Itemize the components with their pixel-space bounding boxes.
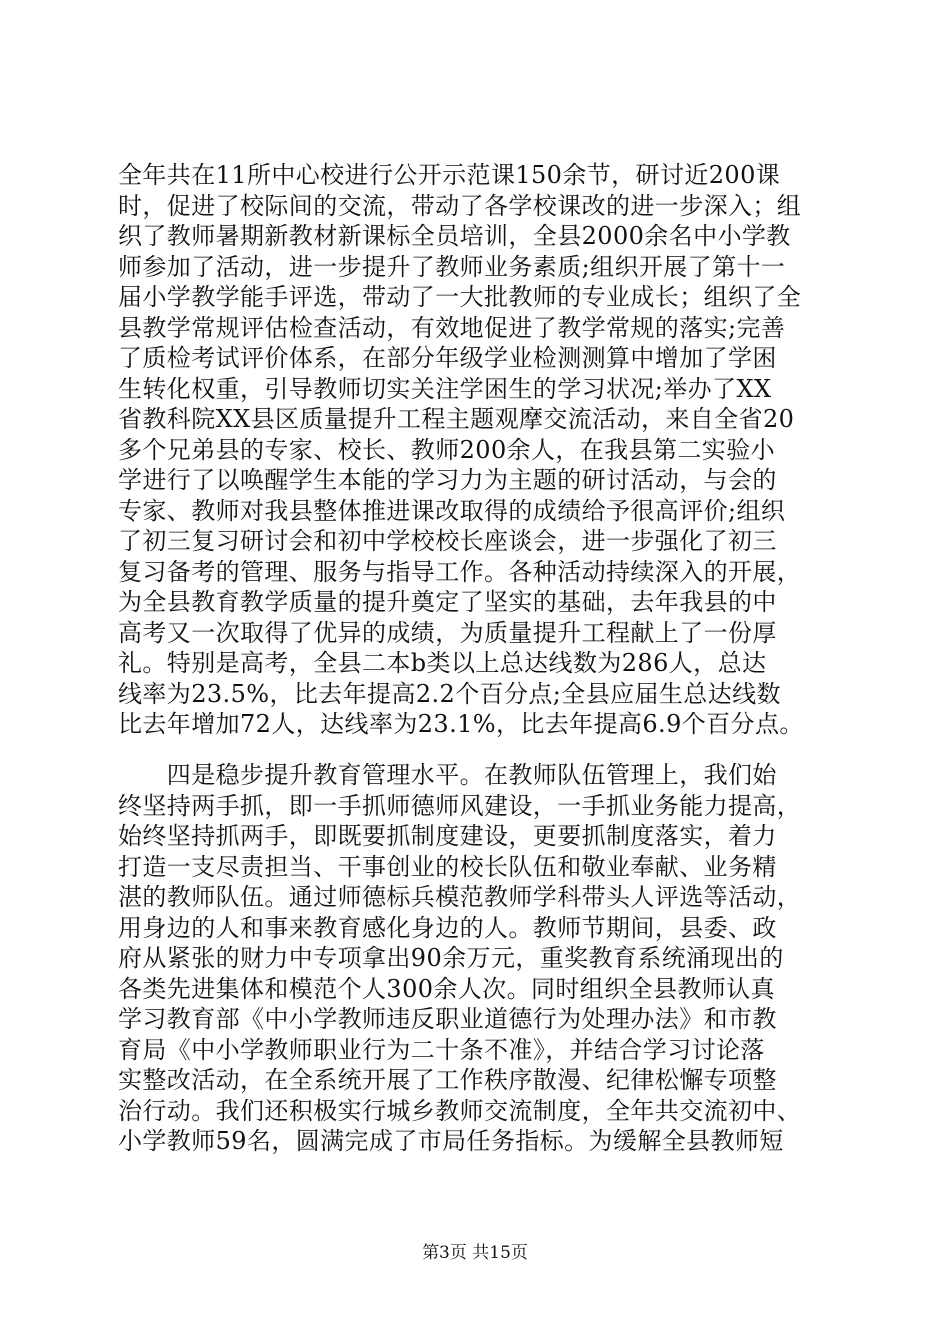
text-line: 师参加了活动，进一步提升了教师业务素质;组织开展了第十一: [118, 252, 786, 281]
text-line: 生转化权重，引导教师切实关注学困生的学习状况;举办了XX: [118, 374, 772, 403]
text-line: 多个兄弟县的专家、校长、教师200余人，在我县第二实验小: [118, 435, 776, 464]
text-line: 育局《中小学教师职业行为二十条不准》，并结合学习讨论落: [118, 1035, 765, 1064]
text-line: 届小学教学能手评选，带动了一大批教师的专业成长；组织了全: [118, 283, 802, 311]
paragraph-1: [118, 160, 834, 740]
text-line: 专家、教师对我县整体推进课改取得的成绩给予很高评价;组织: [118, 496, 786, 525]
text-line: 终坚持两手抓，即一手抓师德师风建设，一手抓业务能力提高，: [118, 791, 802, 820]
text-line: 县教学常规评估检查活动，有效地促进了教学常规的落实;完善: [118, 313, 786, 342]
text-line: 各类先进集体和模范个人300余人次。同时组织全县教师认真: [118, 974, 776, 1003]
text-line: 实整改活动，在全系统开展了工作秩序散漫、纪律松懈专项整: [118, 1066, 777, 1094]
text-line: 时，促进了校际间的交流，带动了各学校课改的进一步深入；组: [118, 191, 802, 220]
text-line: 用身边的人和事来教育感化身边的人。教师节期间，县委、政: [118, 913, 777, 942]
text-line: 高考又一次取得了优异的成绩，为质量提升工程献上了一份厚: [118, 618, 777, 647]
text-line: 礼。特别是高考，全县二本b类以上总达线数为286人，总达: [118, 649, 767, 677]
text-line: 学进行了以唤醒学生本能的学习力为主题的研讨活动，与会的: [118, 466, 777, 494]
text-line: 四是稳步提升教育管理水平。在教师队伍管理上，我们始: [118, 761, 777, 789]
text-line: 始终坚持抓两手，即既要抓制度建设，更要抓制度落实，着力: [118, 822, 777, 850]
text-line: 了初三复习研讨会和初中学校校长座谈会，进一步强化了初三: [118, 527, 777, 555]
text-line: 了质检考试评价体系，在部分年级学业检测测算中增加了学困: [118, 344, 777, 372]
text-line: 比去年增加72人，达线率为23.1%，比去年提高6.9个百分点。: [118, 710, 804, 738]
text-line: 省教科院XX县区质量提升工程主题观摩交流活动，来自全省20: [118, 405, 795, 433]
text-line: 湛的教师队伍。通过师德标兵模范教师学科带头人评选等活动，: [118, 883, 802, 911]
text-line: 为全县教育教学质量的提升奠定了坚实的基础，去年我县的中: [118, 588, 777, 616]
text-line: 小学教师59名，圆满完成了市局任务指标。为缓解全县教师短: [118, 1127, 784, 1155]
text-line: 全年共在11所中心校进行公开示范课150余节，研讨近200课: [118, 161, 781, 189]
paragraph-2: [118, 760, 834, 1157]
text-line: 府从紧张的财力中专项拿出90余万元，重奖教育系统涌现出的: [118, 944, 784, 972]
text-line: 线率为23.5%，比去年提高2.2个百分点;全县应届生总达线数: [118, 679, 781, 708]
text-line: 复习备考的管理、服务与指导工作。各种活动持续深入的开展，: [118, 557, 802, 586]
text-line: 打造一支尽责担当、干事创业的校长队伍和敬业奉献、业务精: [118, 852, 777, 881]
text-line: 治行动。我们还积极实行城乡教师交流制度，全年共交流初中、: [118, 1096, 802, 1125]
text-line: 织了教师暑期新教材新课标全员培训，全县2000余名中小学教: [118, 222, 791, 250]
text-line: 学习教育部《中小学教师违反职业道德行为处理办法》和市教: [118, 1005, 777, 1033]
page-number-footer: 第3页 共15页: [422, 1243, 528, 1263]
